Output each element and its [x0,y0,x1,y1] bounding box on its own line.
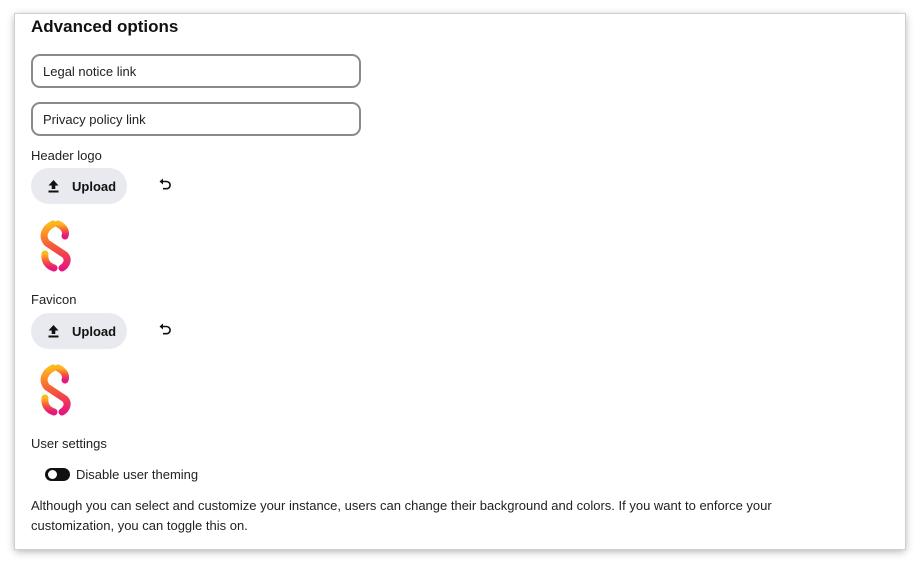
header-logo-preview [31,218,87,274]
upload-icon [47,324,60,338]
disable-user-theming-toggle[interactable] [45,468,70,481]
section-title: Advanced options [31,17,179,36]
upload-icon [47,179,60,193]
favicon-label: Favicon [31,292,77,307]
privacy-policy-field[interactable] [31,102,361,136]
undo-icon [158,322,172,341]
favicon-preview [31,362,87,418]
header-logo-label: Header logo [31,148,102,163]
advanced-options-content [31,14,889,549]
user-settings-help-text: Although you can select and customize your instance, users can change their background and colors. If you want to enforce your customization, you can toggle this on. [31,498,772,533]
favicon-reset-button[interactable] [152,318,178,344]
toggle-knob [48,470,57,479]
header-logo-reset-button[interactable] [152,173,178,199]
legal-notice-field[interactable] [31,54,361,88]
privacy-policy-input[interactable] [43,104,349,134]
user-settings-label: User settings [31,436,107,451]
legal-notice-input[interactable] [43,56,349,86]
disable-user-theming-label: Disable user theming [76,467,199,482]
undo-icon [158,177,172,196]
header-logo-upload-button[interactable] [31,168,127,204]
advanced-options-panel [15,14,905,549]
upload-button-label: Upload [72,178,117,194]
favicon-upload-button[interactable] [31,313,127,349]
upload-button-label: Upload [72,323,117,339]
disable-user-theming-row[interactable] [45,467,198,482]
